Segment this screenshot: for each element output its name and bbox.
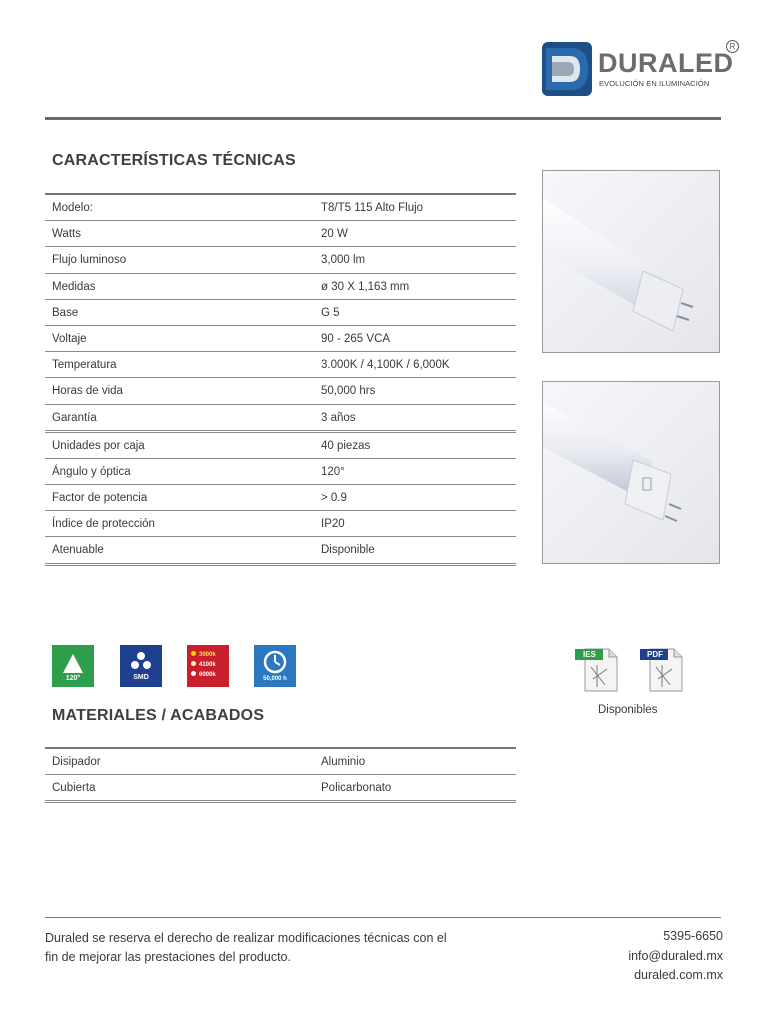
led-tube-image-2	[543, 382, 719, 563]
disclaimer-line-2: fin de mejorar las prestaciones del producto.	[45, 950, 291, 964]
table-row	[45, 459, 516, 485]
row-value: 120°	[321, 465, 345, 478]
temp-dot-icon	[191, 671, 196, 676]
downloads-caption: Disponibles	[598, 704, 658, 716]
temp-6000: 6000k	[199, 672, 216, 678]
table-row	[45, 511, 516, 537]
header-divider	[45, 117, 721, 120]
row-label: Horas de vida	[52, 385, 123, 398]
pdf-download-icon[interactable]	[640, 645, 688, 693]
color-temperature-icon	[187, 645, 229, 687]
disclaimer-line-1: Duraled se reserva el derecho de realizar modificaciones técnicas con el	[45, 931, 447, 945]
row-label: Flujo luminoso	[52, 254, 127, 267]
table-row	[45, 247, 516, 273]
duraled-logo-icon	[542, 42, 592, 96]
row-label: Factor de potencia	[52, 492, 148, 505]
table-row	[45, 485, 516, 511]
smd-icon	[120, 645, 162, 687]
row-label: Atenuable	[52, 544, 104, 557]
row-value: > 0.9	[321, 492, 347, 505]
row-value: 3.000K / 4,100K / 6,000K	[321, 359, 450, 372]
row-value: 3 años	[321, 411, 356, 424]
row-value: T8/T5 115 Alto Flujo	[321, 202, 424, 214]
row-value: 3,000 lm	[321, 254, 366, 267]
table-row	[45, 378, 516, 404]
row-value: Aluminio	[321, 756, 366, 768]
row-value: 20 W	[321, 228, 348, 241]
row-label: Garantía	[52, 411, 97, 424]
row-label: Temperatura	[52, 359, 117, 372]
brand-tagline: EVOLUCIÓN EN ILUMINACIÓN	[599, 79, 710, 88]
row-label: Base	[52, 306, 79, 319]
row-label: Modelo:	[52, 202, 93, 214]
smd-label: SMD	[133, 674, 149, 681]
product-photo-1	[542, 170, 720, 353]
pdf-label: PDF	[647, 650, 663, 659]
hours-clock-icon	[254, 645, 296, 687]
temp-3000: 3000k	[199, 652, 216, 658]
email-link[interactable]: info@duraled.mx	[628, 948, 723, 963]
row-label: Cubierta	[52, 782, 96, 795]
row-label: Ángulo y óptica	[52, 465, 131, 478]
contact-info	[560, 927, 723, 986]
row-value: Policarbonato	[321, 782, 392, 795]
row-label: Voltaje	[52, 332, 87, 345]
angle-label: 120°	[65, 675, 81, 682]
temp-list	[191, 650, 216, 680]
table-row	[45, 274, 516, 300]
materials-title: MATERIALES / ACABADOS	[52, 707, 265, 724]
brand-name: DURALED	[598, 48, 734, 78]
temp-dot-icon	[191, 661, 196, 666]
temp-dot-icon	[191, 651, 196, 656]
table-row	[45, 221, 516, 247]
row-label: Índice de protección	[52, 518, 155, 531]
table-row	[45, 352, 516, 378]
brand-logo	[542, 40, 742, 100]
phone-number: 5395-6650	[663, 929, 723, 943]
row-value: 50,000 hrs	[321, 385, 376, 398]
ies-download-icon[interactable]	[575, 645, 623, 693]
led-tube-image-1	[543, 171, 719, 352]
hours-label: 50,000 h	[263, 676, 287, 682]
table-row	[45, 405, 516, 433]
temp-4100: 4100k	[199, 662, 216, 668]
row-value: IP20	[321, 518, 345, 531]
table-row	[45, 300, 516, 326]
angle-120-icon	[52, 645, 94, 687]
table-row	[45, 775, 516, 803]
row-label: Unidades por caja	[52, 439, 145, 452]
row-label: Watts	[52, 228, 81, 241]
row-value: G 5	[321, 306, 340, 319]
row-value: 90 - 265 VCA	[321, 332, 391, 345]
row-value: 40 piezas	[321, 439, 371, 452]
table-row	[45, 326, 516, 352]
specs-table	[45, 193, 516, 566]
table-row	[45, 749, 516, 775]
row-label: Disipador	[52, 756, 101, 768]
table-row	[45, 537, 516, 565]
table-row	[45, 433, 516, 459]
row-value: Disponible	[321, 544, 375, 557]
table-row	[45, 195, 516, 221]
footer-divider	[45, 917, 721, 918]
materials-table	[45, 747, 516, 803]
row-label: Medidas	[52, 280, 96, 293]
row-value: ø 30 X 1,163 mm	[321, 280, 410, 293]
product-photo-2	[542, 381, 720, 564]
website-link[interactable]: duraled.com.mx	[634, 968, 723, 982]
ies-label: IES	[583, 650, 596, 659]
registered-mark: R	[726, 40, 739, 53]
specs-title: CARACTERÍSTICAS TÉCNICAS	[52, 152, 296, 169]
footer-disclaimer	[45, 929, 447, 967]
